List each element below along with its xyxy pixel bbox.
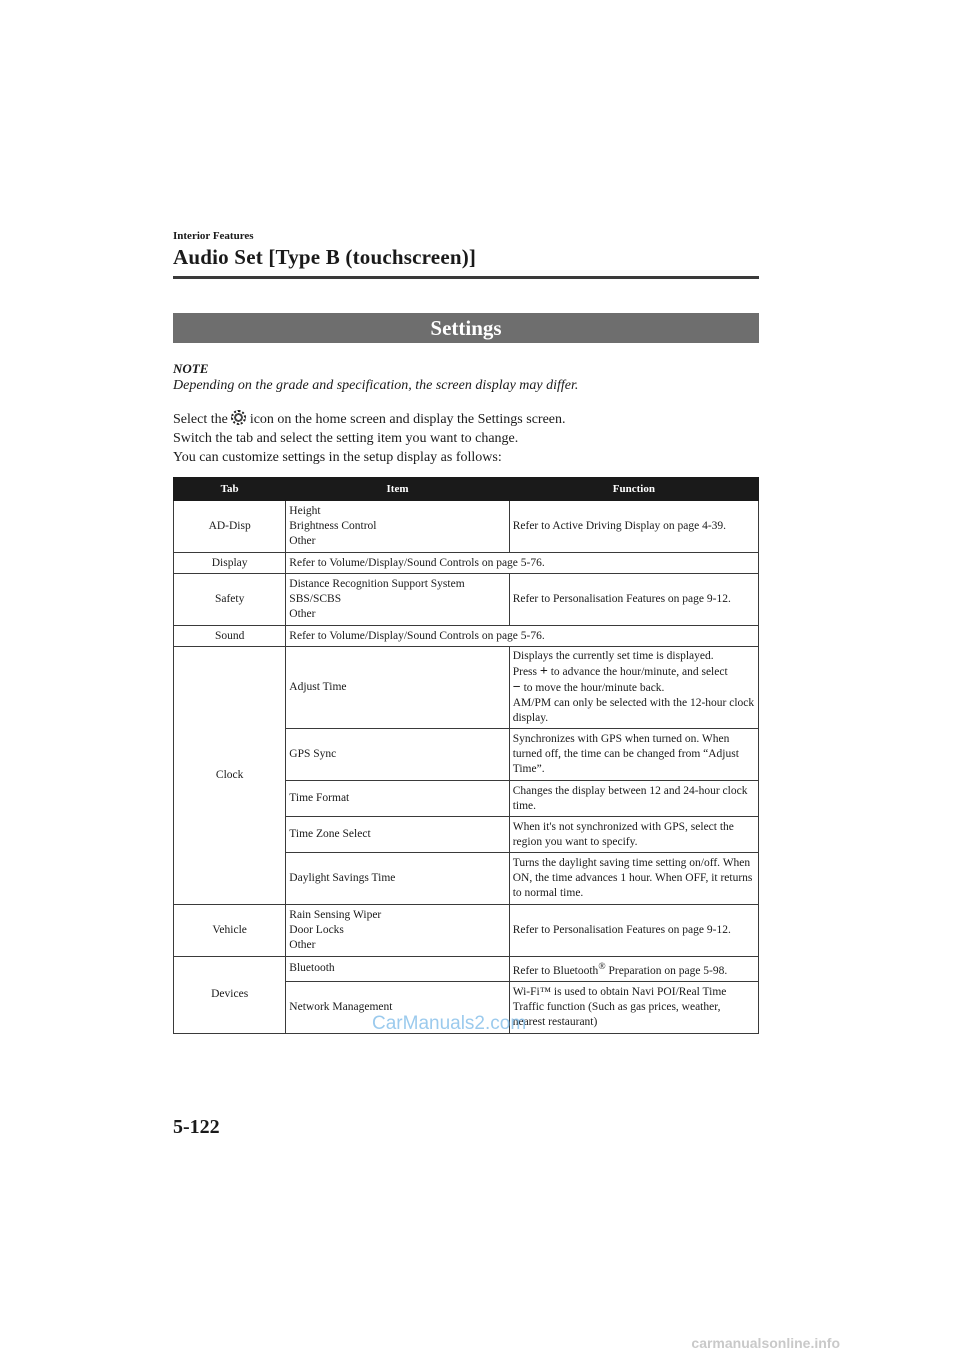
item-cell: Time Zone Select bbox=[286, 817, 509, 853]
function-cell: Refer to Personalisation Features on page 9-12. bbox=[509, 905, 758, 957]
intro-line-3: You can customize settings in the setup display as follows: bbox=[173, 450, 502, 465]
plus-icon: + bbox=[539, 664, 548, 679]
function-cell: When it's not synchronized with GPS, select the region you want to specify. bbox=[509, 817, 758, 853]
table-row bbox=[174, 647, 759, 729]
intro-line-2: Switch the tab and select the setting item you want to change. bbox=[173, 431, 519, 446]
title-rule bbox=[173, 276, 759, 279]
watermark-carmanuals2: CarManuals2.com bbox=[372, 1013, 527, 1034]
item-cell: GPS Sync bbox=[286, 729, 509, 781]
page-number: 5-122 bbox=[173, 1116, 220, 1138]
tab-cell: Vehicle bbox=[174, 905, 286, 957]
note-label: NOTE bbox=[173, 361, 209, 376]
watermark-carmanualsonline: carmanualsonline.info bbox=[691, 1335, 840, 1351]
function-cell: Refer to Volume/Display/Sound Controls on page 5-76. bbox=[286, 553, 759, 574]
item-cell: Distance Recognition Support System SBS/SCBS Other bbox=[286, 574, 509, 626]
tab-cell: Devices bbox=[174, 957, 286, 1034]
item-cell: Bluetooth bbox=[286, 957, 509, 982]
tab-cell: Sound bbox=[174, 626, 286, 647]
table-row bbox=[174, 626, 759, 647]
header-item: Item bbox=[286, 478, 509, 501]
function-cell: Turns the daylight saving time setting on/off. When ON, the time advances 1 hour. When OFF, it returns to normal time. bbox=[509, 853, 758, 905]
function-cell: Refer to Active Driving Display on page 4-39. bbox=[509, 501, 758, 553]
intro-text bbox=[173, 410, 566, 467]
table-row bbox=[174, 957, 759, 982]
section-kicker: Interior Features bbox=[173, 230, 254, 242]
tab-cell: Safety bbox=[174, 574, 286, 626]
chapter-title: Audio Set [Type B (touchscreen)] bbox=[173, 245, 477, 269]
table-row bbox=[174, 574, 759, 626]
tab-cell: Clock bbox=[174, 647, 286, 905]
tab-cell: Display bbox=[174, 553, 286, 574]
function-cell: Displays the currently set time is displayed. Press + to advance the hour/minute, and select − to move the hour/minute back. AM/PM can only be selected with the 12-hour clock display. bbox=[509, 647, 758, 729]
settings-table bbox=[173, 477, 759, 1034]
minus-icon: − bbox=[512, 680, 521, 695]
header-function: Function bbox=[509, 478, 758, 501]
function-cell: Refer to Bluetooth® Preparation on page 5-98. bbox=[509, 957, 758, 982]
intro-line-1: Select the icon on the home screen and display the Settings screen. bbox=[173, 412, 566, 427]
item-cell: Network Management bbox=[286, 981, 509, 1033]
table-row bbox=[174, 905, 759, 957]
table-header-row bbox=[174, 478, 759, 501]
gear-icon bbox=[231, 410, 246, 425]
table-row bbox=[174, 553, 759, 574]
function-cell: Refer to Volume/Display/Sound Controls on page 5-76. bbox=[286, 626, 759, 647]
item-cell: Adjust Time bbox=[286, 647, 509, 729]
item-cell: Time Format bbox=[286, 781, 509, 817]
function-cell: Changes the display between 12 and 24-hour clock time. bbox=[509, 781, 758, 817]
item-cell: Rain Sensing Wiper Door Locks Other bbox=[286, 905, 509, 957]
header-tab: Tab bbox=[174, 478, 286, 501]
tab-cell: AD-Disp bbox=[174, 501, 286, 553]
table-row bbox=[174, 501, 759, 553]
function-cell: Synchronizes with GPS when turned on. When turned off, the time can be changed from “Adjust Time”. bbox=[509, 729, 758, 781]
function-cell: Wi-Fi™ is used to obtain Navi POI/Real Time Traffic function (Such as gas prices, weather, nearest restaurant) bbox=[509, 981, 758, 1033]
note-text: Depending on the grade and specification, the screen display may differ. bbox=[173, 378, 579, 393]
item-cell: Daylight Savings Time bbox=[286, 853, 509, 905]
settings-banner: Settings bbox=[173, 313, 759, 343]
item-cell: Height Brightness Control Other bbox=[286, 501, 509, 553]
function-cell: Refer to Personalisation Features on page 9-12. bbox=[509, 574, 758, 626]
